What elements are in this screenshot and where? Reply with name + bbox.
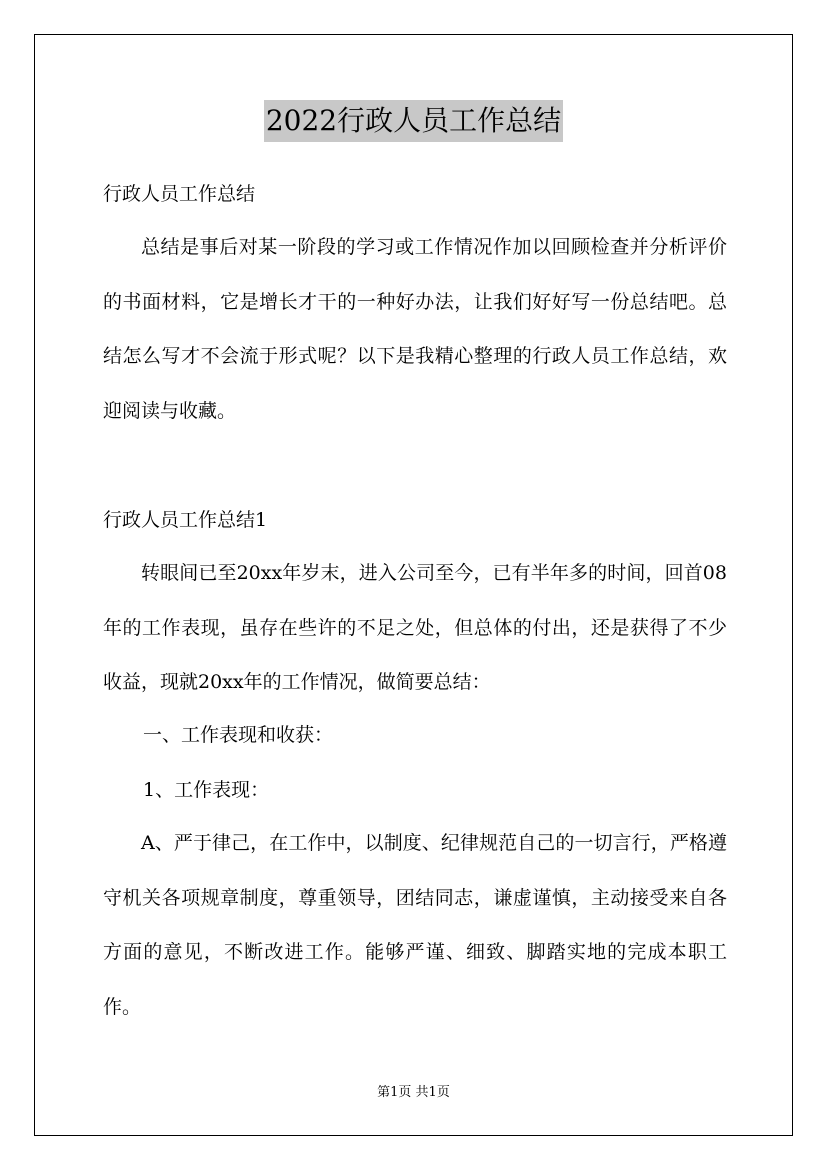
heading-work-performance: 1、工作表现： (143, 779, 270, 801)
heading-work-performance-and-gains: 一、工作表现和收获： (143, 724, 334, 746)
document-subtitle: 行政人员工作总结 (103, 183, 256, 205)
intro-paragraph: 总结是事后对某一阶段的学习或工作情况作加以回顾检查并分析评价的书面材料，它是增长才干的一种好办法，让我们好好写一份总结吧。总结怎么写才不会流于形式呢？以下是我精心整理的行政人员工作总结，欢迎阅读与收藏。 (103, 236, 727, 423)
page-footer: 第1页 共1页 (377, 1085, 450, 1100)
title-container (0, 100, 827, 142)
paragraph-1: 转眼间已至20xx年岁末，进入公司至今，已有半年多的时间，回首08年的工作表现，虽存在些许的不足之处，但总体的付出，还是获得了不少收益，现就20xx年的工作情况，做简要总结： (103, 562, 727, 694)
section-heading: 行政人员工作总结1 (103, 509, 268, 531)
paragraph-a: A、严于律己，在工作中，以制度、纪律规范自己的一切言行，严格遵守机关各项规章制度，尊重领导，团结同志，谦虚谨慎，主动接受来自各方面的意见，不断改进工作。能够严谨、细致、脚踏实地的完成本职工作。 (103, 832, 727, 1019)
document-title: 2022行政人员工作总结 (264, 100, 563, 142)
